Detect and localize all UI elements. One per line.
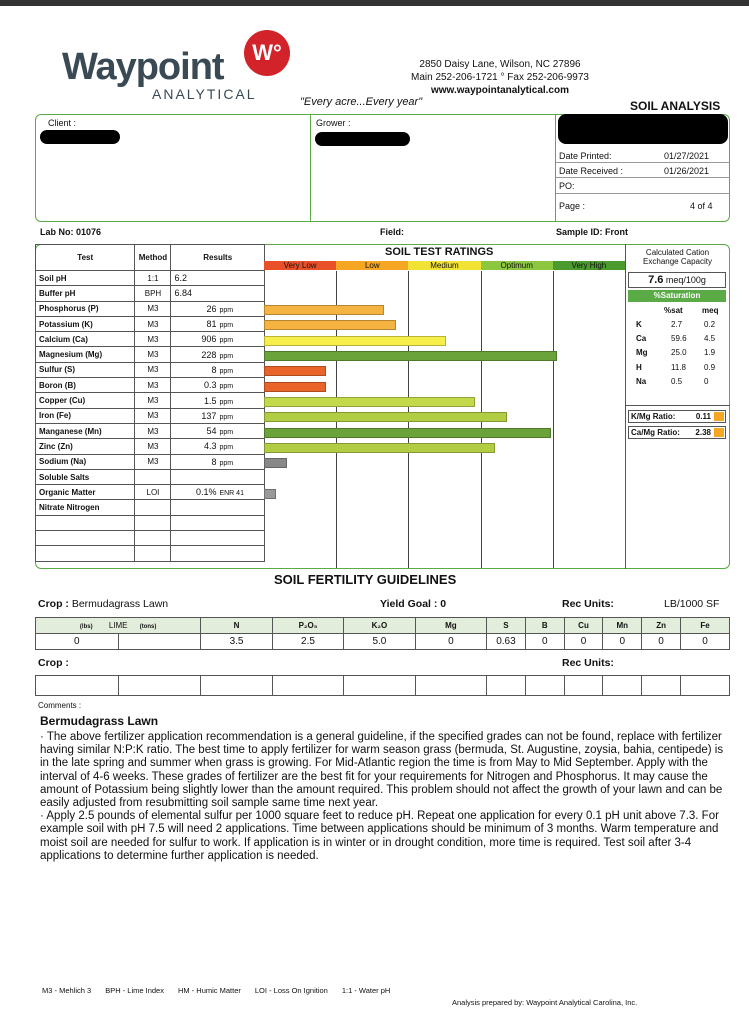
tagline: "Every acre...Every year" [300, 96, 423, 108]
result-unit: ppm [219, 306, 234, 314]
kmg-label: K/Mg Ratio: [631, 412, 676, 421]
test-name: Buffer pH [36, 286, 135, 301]
date-printed-value: 01/27/2021 [664, 151, 710, 161]
b-header: B [525, 618, 564, 634]
test-name: Phosphorus (P) [36, 301, 135, 316]
test-result [171, 485, 265, 500]
comments-title: Bermudagrass Lawn [40, 714, 159, 728]
prepared-by: Analysis prepared by: Waypoint Analytical Carolina, Inc. [452, 998, 638, 1007]
result-value: 8 [211, 456, 217, 467]
cec-value: 7.6 [648, 274, 664, 286]
test-name: Iron (Fe) [36, 408, 135, 423]
camg-ratio [628, 426, 726, 439]
sample-info-redacted [558, 114, 728, 144]
result-unit: ppm [219, 322, 234, 330]
test-result [171, 469, 265, 484]
test-method: M3 [135, 332, 171, 347]
test-name: Nitrate Nitrogen [36, 500, 135, 515]
fe-value: 0 [680, 634, 729, 650]
cec-sat: 0.5 [671, 376, 683, 386]
test-method: M3 [135, 378, 171, 393]
result-unit: ENR 41 [219, 490, 244, 498]
test-name: Sodium (Na) [36, 454, 135, 469]
n-value: 3.5 [201, 634, 272, 650]
b-value: 0 [525, 634, 564, 650]
abbreviation: 1:1 - Water pH [341, 986, 391, 995]
soil-row [36, 531, 265, 546]
test-result [171, 546, 265, 561]
rating-label-very-high: Very High [553, 261, 625, 270]
zn-value: 0 [642, 634, 681, 650]
test-name [36, 515, 135, 530]
test-result [171, 454, 265, 469]
address-line: 2850 Daisy Lane, Wilson, NC 27896 [419, 59, 581, 70]
crop-line [38, 598, 168, 610]
soil-row [36, 362, 265, 377]
fertility-table [35, 617, 730, 650]
result-value: 1.5 [203, 395, 217, 406]
test-name: Sulfur (S) [36, 362, 135, 377]
cec-element: Na [636, 376, 647, 386]
result-value: 6.84 [174, 288, 192, 299]
cec-sat: 2.7 [671, 320, 683, 329]
test-name [36, 546, 135, 561]
cec-element: H [636, 362, 642, 372]
ratings-chart [264, 271, 625, 568]
abbreviation: LOI - Loss On Ignition [254, 986, 328, 995]
mg-header: Mg [415, 618, 486, 634]
result-unit: ppm [219, 413, 234, 421]
test-name: Magnesium (Mg) [36, 347, 135, 362]
rec-units2-label: Rec Units: [562, 657, 614, 669]
date-received-value: 01/26/2021 [664, 166, 710, 176]
cec-element: K [636, 320, 642, 329]
test-method [135, 515, 171, 530]
cec-element: Ca [636, 334, 647, 344]
cec-meq: 1.9 [704, 348, 716, 358]
camg-label: Ca/Mg Ratio: [631, 428, 680, 437]
soil-row [36, 515, 265, 530]
soil-row [36, 485, 265, 500]
kmg-ratio [628, 410, 726, 423]
page-value: 4 of 4 [690, 201, 713, 211]
s-value: 0.63 [487, 634, 526, 650]
test-name: Boron (B) [36, 378, 135, 393]
soil-test-table [35, 244, 265, 562]
k2o-header: K₂O [344, 618, 415, 634]
test-method: M3 [135, 454, 171, 469]
result-unit: ppm [219, 398, 234, 406]
test-result [171, 500, 265, 515]
kmg-indicator [714, 412, 724, 421]
soil-row [36, 469, 265, 484]
test-result [171, 531, 265, 546]
test-name: Soil pH [36, 271, 135, 286]
date-printed-label: Date Printed: [559, 151, 612, 161]
result-value: 137 [201, 410, 217, 421]
result-unit: ppm [219, 352, 234, 360]
cec-sat: 25.0 [671, 348, 687, 358]
rating-bar [264, 305, 384, 315]
rating-bar [264, 336, 446, 346]
mn-header: Mn [603, 618, 642, 634]
rating-label-optimum: Optimum [481, 261, 553, 270]
abbreviation: M3 - Mehlich 3 [42, 986, 92, 995]
rating-bar [264, 458, 287, 468]
abbreviation: HM - Humic Matter [177, 986, 241, 995]
result-value: 81 [206, 319, 217, 330]
rating-bar [264, 366, 326, 376]
test-method [135, 531, 171, 546]
lab-no: Lab No: 01076 [40, 227, 102, 237]
camg-indicator [714, 428, 724, 437]
report-title: SOIL ANALYSIS [630, 99, 721, 113]
soil-row [36, 546, 265, 561]
page-label: Page : [559, 201, 586, 211]
col-method: Method [135, 245, 171, 271]
test-name: Potassium (K) [36, 316, 135, 331]
abbreviation: BPH - Lime Index [105, 986, 164, 995]
rating-bar [264, 443, 495, 453]
client-label: Client : [48, 118, 77, 128]
kmg-value: 0.11 [695, 412, 711, 421]
test-result [171, 362, 265, 377]
comment-para-1: · The above fertilizer application recommendation is a general guideline, if the specified grades can not be found, replace with fertilizer having similar N:P:K ratio. The best time to apply fertilizer for warm season grass (bermuda, St. Augustine, zoysia, bahia, centipede) is in the late spring and summer when grass is growing. For Mid-Atlantic region the time is from May to Mid September. Apply with the interval of 4-6 weeks. These grades of fertilizer are the best fit for your requirements for Nitrogen and Phosphorus. It may cause the amount of Potassium being slightly lower than the amount required. This problem should not affect the growth of your lawn and can be easily adjusted from resubmitting soil sample same time next year. [40, 731, 724, 810]
fe-header: Fe [680, 618, 729, 634]
zn-header: Zn [642, 618, 681, 634]
test-name: Soluble Salts [36, 469, 135, 484]
rating-gridline [553, 271, 554, 568]
phone-line: Main 252-206-1721 ° Fax 252-206-9973 [410, 72, 589, 83]
comments-body [40, 731, 728, 863]
test-result [171, 378, 265, 393]
test-name [36, 531, 135, 546]
s-header: S [487, 618, 526, 634]
test-method: M3 [135, 408, 171, 423]
test-result [171, 515, 265, 530]
test-name: Copper (Cu) [36, 393, 135, 408]
logo-text: Waypoint [62, 46, 224, 88]
result-value: 8 [211, 364, 217, 375]
cu-value: 0 [564, 634, 603, 650]
result-value: 0.3 [203, 380, 217, 391]
rating-bar [264, 351, 557, 361]
client-redacted [40, 130, 120, 144]
rating-label-medium: Medium [408, 261, 480, 270]
soil-row [36, 393, 265, 408]
rating-bar [264, 412, 507, 422]
grower-redacted [315, 132, 410, 146]
test-name: Manganese (Mn) [36, 423, 135, 438]
grower-label: Grower : [316, 118, 351, 128]
test-result [171, 332, 265, 347]
result-value: 228 [201, 349, 217, 360]
result-value: 906 [201, 334, 217, 345]
rating-bar [264, 397, 475, 407]
p2o5-value: 2.5 [272, 634, 343, 650]
lime-header [36, 618, 201, 634]
test-result [171, 271, 265, 286]
meq-col-header: meq [702, 306, 719, 315]
cec-title: Calculated Cation Exchange Capacity [643, 248, 712, 266]
cec-meq: 0.9 [704, 362, 716, 372]
saturation-title: %Saturation [628, 290, 726, 302]
test-method: BPH [135, 286, 171, 301]
result-unit: ppm [219, 429, 234, 437]
test-result [171, 316, 265, 331]
col-results: Results [171, 245, 265, 271]
test-result [171, 408, 265, 423]
col-test: Test [36, 245, 135, 271]
soil-row [36, 500, 265, 515]
cu-header: Cu [564, 618, 603, 634]
test-result [171, 347, 265, 362]
lbs-label: (lbs) [79, 624, 93, 630]
soil-row [36, 454, 265, 469]
test-result [171, 439, 265, 454]
p2o5-header: P₂O₅ [272, 618, 343, 634]
rating-label-low: Low [336, 261, 408, 270]
address-block [400, 58, 600, 97]
test-method: M3 [135, 393, 171, 408]
n-header: N [201, 618, 272, 634]
test-name: Zinc (Zn) [36, 439, 135, 454]
test-result [171, 301, 265, 316]
camg-value: 2.38 [695, 428, 711, 437]
soil-row [36, 316, 265, 331]
ratings-title: SOIL TEST RATINGS [385, 246, 494, 258]
test-method: LOI [135, 485, 171, 500]
test-result [171, 423, 265, 438]
result-value: 0.1% [195, 487, 217, 498]
rating-bar [264, 428, 551, 438]
crop-label: Crop : [38, 598, 69, 610]
result-unit: ppm [219, 367, 234, 375]
result-value: 54 [206, 426, 217, 437]
cec-meq: 0 [704, 376, 709, 386]
cec-element: Mg [636, 348, 648, 358]
lime-tons-value [118, 634, 201, 650]
crop2-label: Crop : [38, 657, 69, 669]
test-method: M3 [135, 362, 171, 377]
soil-row [36, 271, 265, 286]
rec-units-label: Rec Units: [562, 598, 614, 610]
lime-value: 0 [36, 634, 119, 650]
rating-bar [264, 489, 276, 499]
lime-label: LIME [108, 621, 128, 630]
fertility-title: SOIL FERTILITY GUIDELINES [274, 572, 457, 587]
test-result [171, 286, 265, 301]
mn-value: 0 [603, 634, 642, 650]
test-method: M3 [135, 301, 171, 316]
cec-sat: 59.6 [671, 334, 687, 344]
result-value: 4.3 [203, 441, 217, 452]
field-label: Field: [380, 227, 404, 237]
test-method [135, 469, 171, 484]
soil-row [36, 408, 265, 423]
soil-row [36, 347, 265, 362]
cec-unit: meq/100g [665, 275, 706, 285]
rating-label-very-low: Very Low [264, 261, 336, 270]
rating-bar [264, 320, 396, 330]
result-value: 6.2 [174, 273, 187, 284]
test-method: 1:1 [135, 271, 171, 286]
fertility-table-2 [35, 675, 730, 696]
test-name: Calcium (Ca) [36, 332, 135, 347]
date-received-label: Date Received : [559, 166, 624, 176]
sat-col-header: %sat [664, 306, 683, 315]
soil-row [36, 332, 265, 347]
logo-badge-icon: W° [244, 30, 290, 76]
tons-label: (tons) [139, 624, 157, 630]
soil-row [36, 423, 265, 438]
rec-units-value: LB/1000 SF [664, 598, 720, 610]
test-result [171, 393, 265, 408]
result-unit: ppm [219, 383, 234, 391]
result-unit: ppm [219, 337, 234, 345]
cec-value-box [628, 272, 726, 288]
abbreviations [42, 986, 404, 995]
test-method: M3 [135, 347, 171, 362]
comments-label: Comments : [38, 701, 82, 710]
test-name: Organic Matter [36, 485, 135, 500]
cec-meq: 0.2 [704, 320, 716, 329]
test-method: M3 [135, 316, 171, 331]
test-method: M3 [135, 423, 171, 438]
result-unit: ppm [219, 459, 234, 467]
test-method [135, 500, 171, 515]
website: www.waypointanalytical.com [431, 85, 569, 96]
logo-subtitle: ANALYTICAL [152, 86, 257, 102]
rating-bar [264, 382, 326, 392]
test-method [135, 546, 171, 561]
po-label: PO: [559, 181, 575, 191]
k2o-value: 5.0 [344, 634, 415, 650]
result-value: 26 [206, 303, 217, 314]
soil-row [36, 286, 265, 301]
result-unit: ppm [219, 444, 234, 452]
yield-goal: Yield Goal : 0 [380, 598, 447, 610]
sample-id: Sample ID: Front [556, 227, 629, 237]
soil-row [36, 378, 265, 393]
comment-para-2: · Apply 2.5 pounds of elemental sulfur per 1000 square feet to reduce pH. Repeat one application for every 0.1 pH unit above 7.3. For example soil with pH 7.5 will need 2 applications. Time between applications should be minimum of 3 months. Warm temperature and moist soil are needed for sulfur to work. If application is in winter or in drought condition, more time is required. Test soil after 3-4 applications to determine further application is needed. [40, 810, 719, 862]
test-method: M3 [135, 439, 171, 454]
crop-value: Bermudagrass Lawn [71, 598, 169, 610]
cec-sat: 11.8 [671, 362, 686, 372]
mg-value: 0 [415, 634, 486, 650]
cec-meq: 4.5 [704, 334, 716, 344]
soil-row [36, 301, 265, 316]
soil-row [36, 439, 265, 454]
top-bar [0, 0, 749, 6]
